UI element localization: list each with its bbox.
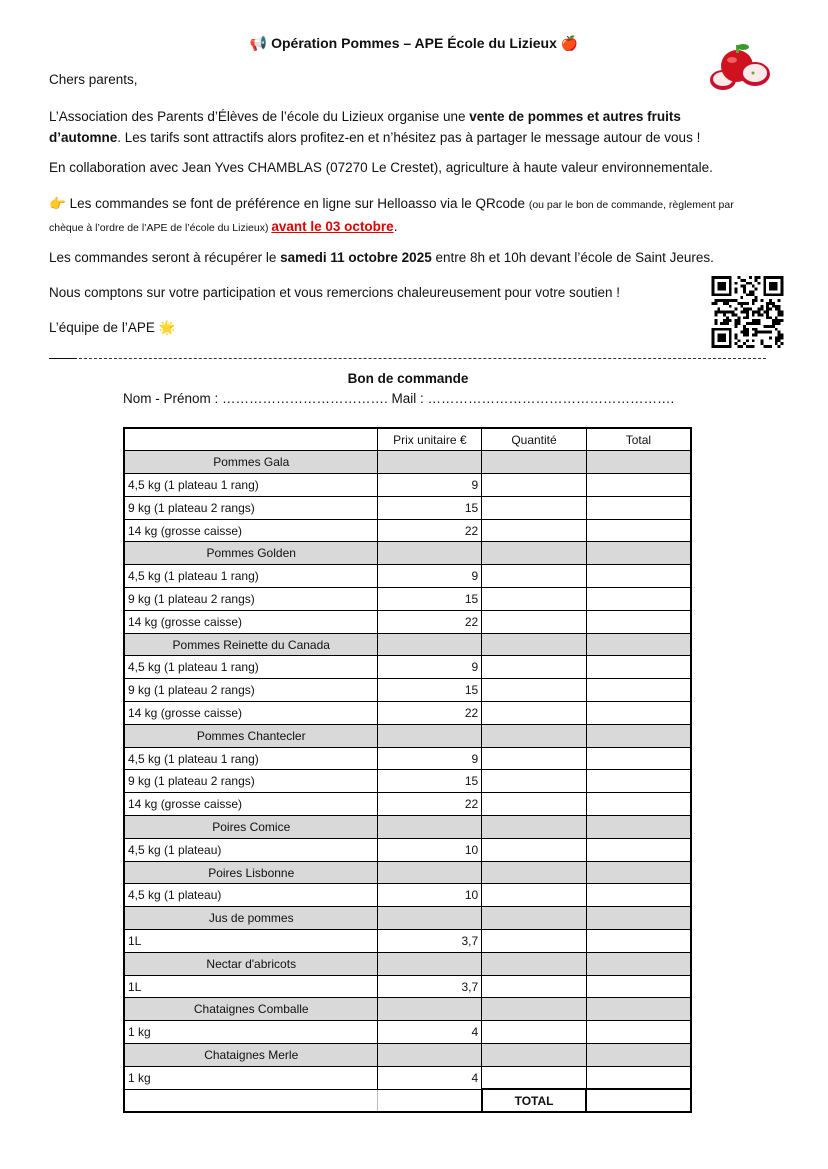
quantity-cell[interactable] (482, 1066, 587, 1089)
unit-price: 9 (378, 565, 482, 588)
line-total-cell[interactable] (586, 747, 691, 770)
pickup-paragraph: Les commandes seront à récupérer le samedi 11 octobre 2025 entre 8h et 10h devant l’école de Saint Jeures. (49, 250, 714, 265)
unit-price: 9 (378, 474, 482, 497)
thanks-paragraph: Nous comptons sur votre participation et vous remercions chaleureusement pour votre soutien ! (49, 285, 621, 300)
quantity-cell[interactable] (482, 884, 587, 907)
product-label: 9 kg (1 plateau 2 rangs) (124, 679, 378, 702)
order-paragraph: 👉 Les commandes se font de préférence en ligne sur Helloasso via le QRcode (ou par le bon de commande, règlement par chèque à l’ordre de l’APE de l’école du Lizieux) avant le 03 octobre. (49, 196, 734, 234)
product-label: 1 kg (124, 1066, 378, 1089)
category-name: Pommes Reinette du Canada (124, 633, 378, 656)
product-label: 14 kg (grosse caisse) (124, 793, 378, 816)
quantity-cell[interactable] (482, 702, 587, 725)
product-label: 4,5 kg (1 plateau 1 rang) (124, 565, 378, 588)
product-row (124, 770, 691, 793)
category-row (124, 816, 691, 839)
category-name: Chataignes Comballe (124, 998, 378, 1021)
name-mail-line[interactable]: Nom - Prénom : ………………………………. Mail : ………………………………………………. (123, 391, 675, 406)
line-total-cell[interactable] (586, 884, 691, 907)
category-row (124, 861, 691, 884)
category-row (124, 998, 691, 1021)
product-label: 1 kg (124, 1021, 378, 1044)
product-label: 4,5 kg (1 plateau) (124, 884, 378, 907)
product-row (124, 565, 691, 588)
product-label: 9 kg (1 plateau 2 rangs) (124, 770, 378, 793)
quantity-cell[interactable] (482, 679, 587, 702)
unit-price: 22 (378, 793, 482, 816)
category-row (124, 724, 691, 747)
pointing-hand-icon: 👉 (49, 196, 66, 211)
unit-price: 4 (378, 1021, 482, 1044)
product-row (124, 610, 691, 633)
unit-price: 22 (378, 519, 482, 542)
line-total-cell[interactable] (586, 793, 691, 816)
unit-price: 15 (378, 770, 482, 793)
unit-price: 22 (378, 610, 482, 633)
quantity-cell[interactable] (482, 975, 587, 998)
quantity-cell[interactable] (482, 793, 587, 816)
header-unit-price: Prix unitaire € (378, 428, 482, 451)
product-row (124, 838, 691, 861)
unit-price: 15 (378, 496, 482, 519)
unit-price: 9 (378, 747, 482, 770)
line-total-cell[interactable] (586, 975, 691, 998)
product-label: 1L (124, 975, 378, 998)
category-row (124, 952, 691, 975)
line-total-cell[interactable] (586, 565, 691, 588)
quantity-cell[interactable] (482, 588, 587, 611)
apple-icon: 🍎 (560, 35, 579, 51)
category-row (124, 633, 691, 656)
category-name: Poires Comice (124, 816, 378, 839)
line-total-cell[interactable] (586, 1021, 691, 1044)
quantity-cell[interactable] (482, 519, 587, 542)
product-label: 4,5 kg (1 plateau 1 rang) (124, 656, 378, 679)
collaboration-paragraph: En collaboration avec Jean Yves CHAMBLAS (07270 Le Crestet), agriculture à haute valeur environnementale. (49, 160, 713, 175)
category-row (124, 542, 691, 565)
product-row (124, 1021, 691, 1044)
category-name: Poires Lisbonne (124, 861, 378, 884)
unit-price: 10 (378, 884, 482, 907)
page-title: 📢 Opération Pommes – APE École du Lizieux 🍎 (249, 35, 579, 51)
order-table (123, 427, 692, 1113)
quantity-cell[interactable] (482, 1021, 587, 1044)
product-row (124, 1066, 691, 1089)
line-total-cell[interactable] (586, 519, 691, 542)
line-total-cell[interactable] (586, 496, 691, 519)
category-name: Nectar d'abricots (124, 952, 378, 975)
product-row (124, 656, 691, 679)
quantity-cell[interactable] (482, 474, 587, 497)
table-header-row (124, 428, 691, 451)
product-label: 4,5 kg (1 plateau 1 rang) (124, 747, 378, 770)
product-row (124, 679, 691, 702)
quantity-cell[interactable] (482, 770, 587, 793)
category-name: Pommes Gala (124, 451, 378, 474)
category-name: Pommes Golden (124, 542, 378, 565)
deadline: avant le 03 octobre (271, 219, 394, 234)
greeting: Chers parents, (49, 72, 138, 87)
product-label: 4,5 kg (1 plateau) (124, 838, 378, 861)
product-row (124, 702, 691, 725)
line-total-cell[interactable] (586, 838, 691, 861)
header-quantity: Quantité (482, 428, 587, 451)
header-total: Total (586, 428, 691, 451)
unit-price: 4 (378, 1066, 482, 1089)
product-label: 4,5 kg (1 plateau 1 rang) (124, 474, 378, 497)
product-row (124, 474, 691, 497)
order-form-title: Bon de commande (347, 371, 469, 386)
line-total-cell[interactable] (586, 1066, 691, 1089)
product-row (124, 747, 691, 770)
category-name: Jus de pommes (124, 907, 378, 930)
apple-illustration (705, 42, 771, 92)
unit-price: 22 (378, 702, 482, 725)
product-label: 9 kg (1 plateau 2 rangs) (124, 588, 378, 611)
unit-price: 15 (378, 679, 482, 702)
unit-price: 9 (378, 656, 482, 679)
unit-price: 10 (378, 838, 482, 861)
line-total-cell[interactable] (586, 610, 691, 633)
quantity-cell[interactable] (482, 747, 587, 770)
category-name: Pommes Chantecler (124, 724, 378, 747)
product-label: 1L (124, 930, 378, 953)
line-total-cell[interactable] (586, 588, 691, 611)
star-icon: 🌟 (158, 320, 176, 335)
quantity-cell[interactable] (482, 656, 587, 679)
grand-total-cell[interactable] (586, 1089, 691, 1112)
product-label: 14 kg (grosse caisse) (124, 702, 378, 725)
total-row (124, 1089, 691, 1112)
product-label: 14 kg (grosse caisse) (124, 610, 378, 633)
product-row (124, 519, 691, 542)
product-row (124, 793, 691, 816)
product-row (124, 930, 691, 953)
intro-paragraph: L’Association des Parents d’Élèves de l’école du Lizieux organise une vente de pommes et autres fruits d’automne. Les tarifs sont attractifs alors profitez-en et n’hésitez pas à partager le message autour de vous ! (49, 109, 701, 145)
product-label: 9 kg (1 plateau 2 rangs) (124, 496, 378, 519)
line-total-cell[interactable] (586, 770, 691, 793)
line-total-cell[interactable] (586, 474, 691, 497)
megaphone-icon: 📢 (249, 35, 268, 51)
product-row (124, 975, 691, 998)
cut-line-divider (49, 358, 766, 359)
category-name: Chataignes Merle (124, 1044, 378, 1067)
unit-price: 3,7 (378, 930, 482, 953)
total-label: TOTAL (482, 1089, 587, 1112)
product-label: 14 kg (grosse caisse) (124, 519, 378, 542)
product-row (124, 496, 691, 519)
unit-price: 15 (378, 588, 482, 611)
category-row (124, 907, 691, 930)
quantity-cell[interactable] (482, 565, 587, 588)
quantity-cell[interactable] (482, 930, 587, 953)
signature: L’équipe de l’APE 🌟 (49, 320, 176, 335)
quantity-cell[interactable] (482, 496, 587, 519)
product-row (124, 884, 691, 907)
line-total-cell[interactable] (586, 930, 691, 953)
unit-price: 3,7 (378, 975, 482, 998)
qr-code[interactable] (711, 276, 784, 348)
quantity-cell[interactable] (482, 610, 587, 633)
category-row (124, 1044, 691, 1067)
line-total-cell[interactable] (586, 679, 691, 702)
product-row (124, 588, 691, 611)
line-total-cell[interactable] (586, 656, 691, 679)
quantity-cell[interactable] (482, 838, 587, 861)
category-row (124, 451, 691, 474)
line-total-cell[interactable] (586, 702, 691, 725)
